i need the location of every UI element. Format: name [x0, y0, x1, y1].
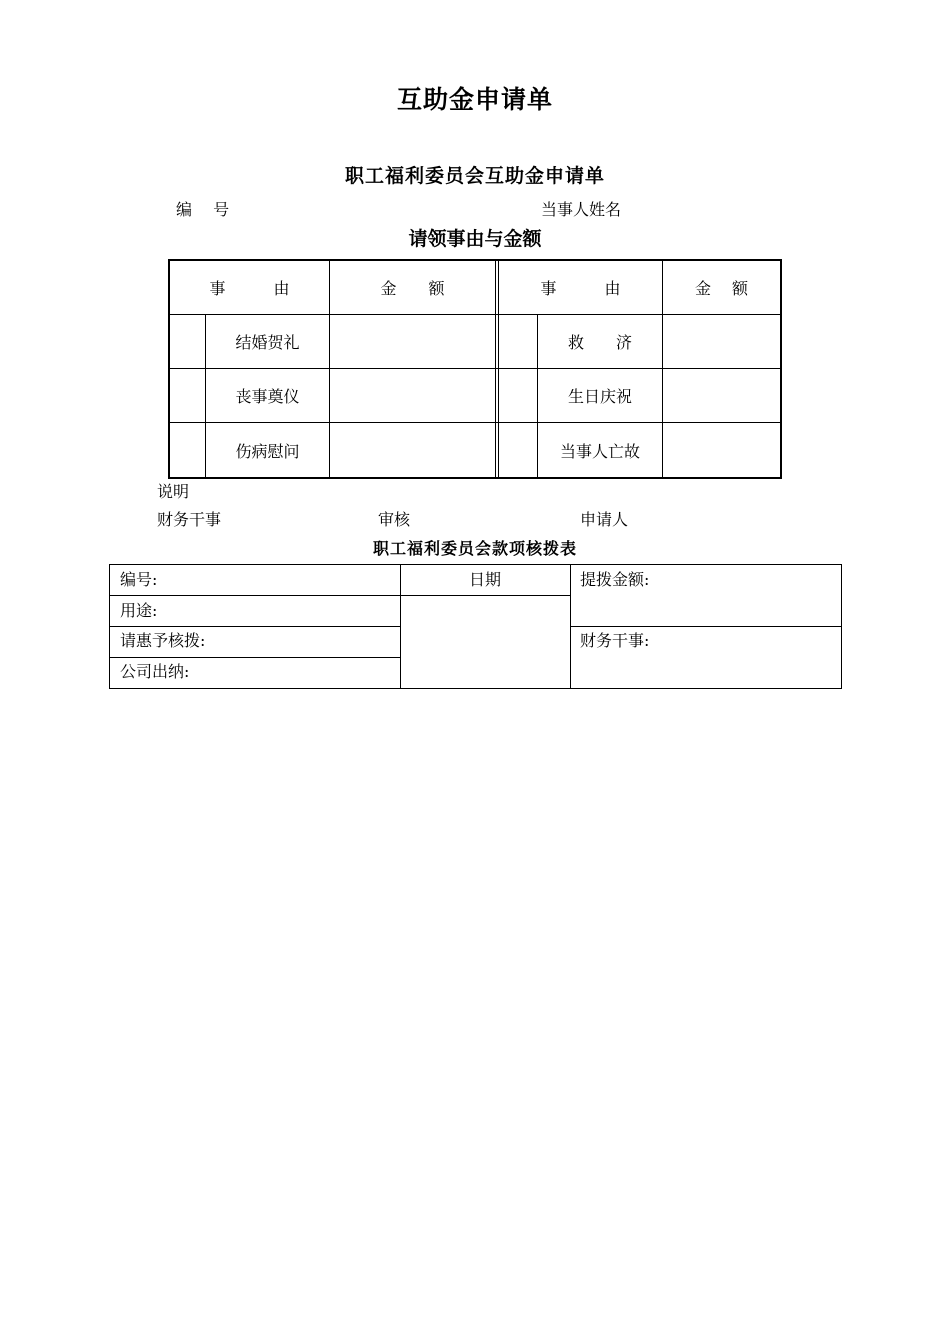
amount-injury[interactable]	[330, 423, 495, 477]
number-label: 编 号	[176, 200, 230, 219]
review-label: 审核	[378, 510, 411, 529]
item-wedding: 结婚贺礼	[235, 333, 300, 352]
applicant-label: 申请人	[580, 510, 629, 529]
applicant-name-label: 当事人姓名	[541, 200, 622, 219]
header-amount-right: 金 额	[694, 279, 749, 298]
finance-officer-label: 财务干事	[157, 510, 222, 529]
item-birthday: 生日庆祝	[567, 387, 632, 406]
note-label: 说明	[157, 482, 190, 501]
header-reason-left: 事 由	[209, 279, 290, 298]
item-injury: 伤病慰问	[235, 441, 300, 461]
application-table	[168, 259, 782, 479]
funeral-checkbox[interactable]	[170, 369, 205, 422]
amount-birthday[interactable]	[663, 369, 780, 422]
item-relief: 救 济	[567, 333, 632, 352]
approval-title: 职工福利委员会款项核拨表	[372, 539, 577, 558]
wedding-checkbox[interactable]	[170, 315, 205, 368]
approval-request-label: 请惠予核拨:	[120, 631, 206, 650]
amount-wedding[interactable]	[330, 315, 495, 368]
amount-death[interactable]	[663, 423, 780, 477]
relief-checkbox[interactable]	[499, 315, 537, 368]
birthday-checkbox[interactable]	[499, 369, 537, 422]
amount-relief[interactable]	[663, 315, 780, 368]
injury-checkbox[interactable]	[170, 423, 205, 477]
item-death: 当事人亡故	[559, 441, 640, 461]
document-title: 互助金申请单	[396, 85, 553, 114]
approval-table	[109, 564, 842, 689]
approval-number-label: 编号:	[120, 570, 158, 589]
approval-purpose-label: 用途:	[120, 601, 158, 620]
item-funeral: 丧事奠仪	[235, 387, 300, 406]
approval-finance-label: 财务干事:	[580, 631, 650, 650]
death-checkbox[interactable]	[499, 423, 537, 477]
approval-date-label: 日期	[468, 570, 501, 589]
form-title: 职工福利委员会互助金申请单	[344, 165, 605, 187]
amount-funeral[interactable]	[330, 369, 495, 422]
header-amount-left: 金 额	[380, 279, 445, 298]
approval-cashier-label: 公司出纳:	[120, 662, 190, 681]
section-title: 请领事由与金额	[408, 228, 542, 250]
header-reason-right: 事 由	[540, 279, 621, 298]
approval-amount-label: 提拨金额:	[580, 570, 650, 589]
